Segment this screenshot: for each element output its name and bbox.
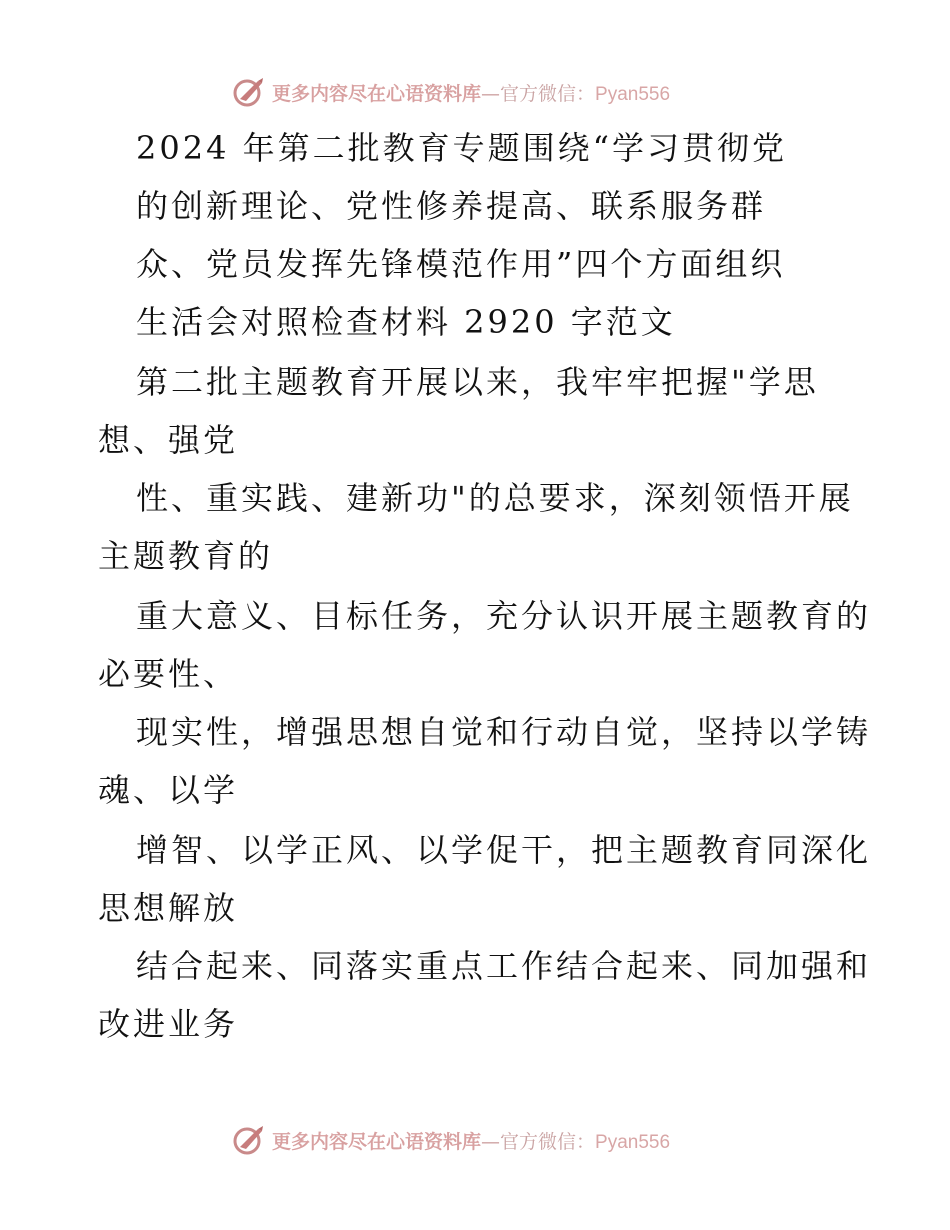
body-line: 结合起来、同落实重点工作结合起来、同加强和	[136, 947, 872, 985]
footer-watermark	[0, 1120, 950, 1160]
body-line: 性、重实践、建新功"的总要求，深刻领悟开展	[136, 479, 854, 517]
title-line: 众、党员发挥先锋模范作用”四个方面组织	[136, 245, 786, 283]
title-line: 的创新理论、党性修养提高、联系服务群	[136, 187, 767, 225]
quill-circle-icon	[232, 1123, 266, 1157]
watermark-text: 更多内容尽在心语资料库	[272, 82, 482, 105]
header-watermark	[0, 72, 950, 112]
watermark-text: 更多内容尽在心语资料库	[272, 1130, 482, 1153]
wechat-id: Pyan556	[595, 1131, 671, 1153]
watermark-dash: —	[481, 82, 501, 105]
body-line: 魂、以学	[98, 771, 239, 809]
title-line: 2024 年第二批教育专题围绕“学习贯彻党	[136, 129, 787, 167]
body-line: 改进业务	[98, 1005, 239, 1043]
body-line: 增智、以学正风、以学促干，把主题教育同深化	[136, 831, 872, 869]
body-line: 思想解放	[98, 889, 239, 927]
body-line: 第二批主题教育开展以来，我牢牢把握"学思	[136, 363, 819, 401]
body-line: 想、强党	[98, 421, 239, 459]
wechat-id: Pyan556	[595, 83, 671, 105]
title-line: 生活会对照检查材料 2920 字范文	[136, 303, 676, 341]
body-line: 主题教育的	[98, 537, 274, 575]
quill-circle-icon	[232, 75, 266, 109]
wechat-label: 官方微信：	[500, 1130, 596, 1153]
body-line: 重大意义、目标任务，充分认识开展主题教育的	[136, 597, 872, 635]
body-line: 必要性、	[98, 655, 239, 693]
wechat-label: 官方微信：	[500, 82, 596, 105]
body-line: 现实性，增强思想自觉和行动自觉，坚持以学铸	[136, 713, 872, 751]
watermark-dash: —	[481, 1130, 501, 1153]
